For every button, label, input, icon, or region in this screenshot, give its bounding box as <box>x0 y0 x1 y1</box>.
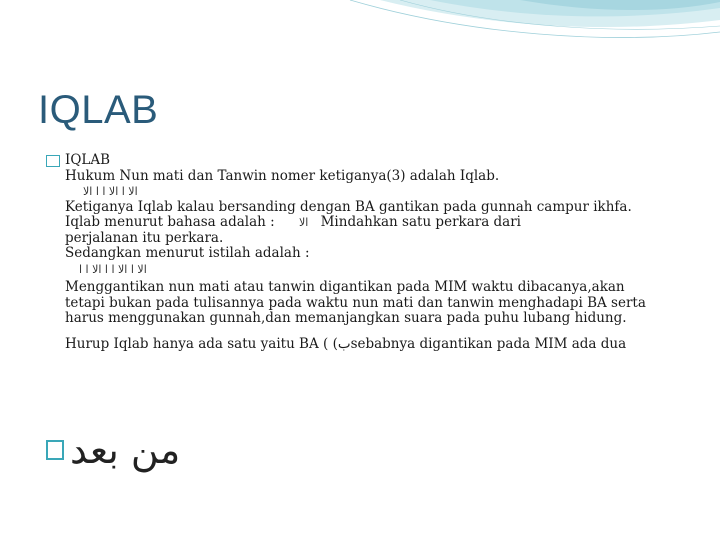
text-line: Hukum Nun mati dan Tanwin nomer ketiganya(3) adalah Iqlab. <box>65 167 500 184</box>
arabic-text: الا ا الا ا ا الا <box>83 185 138 198</box>
text-span: Iqlab menurut bahasa adalah : <box>65 214 275 230</box>
text-line: Sedangkan menurut istilah adalah : <box>65 245 310 261</box>
bullet-body <box>46 169 686 353</box>
slide-content <box>46 153 686 352</box>
header-wave-decoration <box>0 0 720 60</box>
bullet-heading: IQLAB <box>65 152 111 168</box>
arabic-text: الا ا الا ا ا الا ا ا <box>79 262 147 276</box>
text-line: harus menggunakan gunnah,dan memanjangkan suara pada puhu lubang hidung. <box>65 310 627 326</box>
bullet-item <box>46 153 686 169</box>
square-bullet-icon <box>46 155 60 167</box>
text-span: Mindahkan satu perkara dari <box>320 214 521 230</box>
text-line <box>65 215 686 231</box>
slide-title: IQLAB <box>38 88 159 132</box>
text-line: Menggantikan nun mati atau tanwin digantikan pada MIM waktu dibacanya,akan <box>65 279 625 295</box>
text-line: Hurup Iqlab hanya ada satu yaitu BA ( (بsebabnya digantikan pada MIM ada dua <box>65 335 627 352</box>
closing-arabic-text: من بعد <box>70 428 181 472</box>
text-line: Ketiganya Iqlab kalau bersanding dengan BA gantikan pada gunnah campur ikhfa. <box>65 198 632 215</box>
square-bullet-icon <box>46 440 64 460</box>
closing-line <box>46 428 180 472</box>
arabic-text: الا <box>298 216 309 229</box>
text-line: tetapi bukan pada tulisannya pada waktu nun mati dan tanwin menghadapi BA serta <box>65 294 646 311</box>
text-line: perjalanan itu perkara. <box>65 229 224 246</box>
